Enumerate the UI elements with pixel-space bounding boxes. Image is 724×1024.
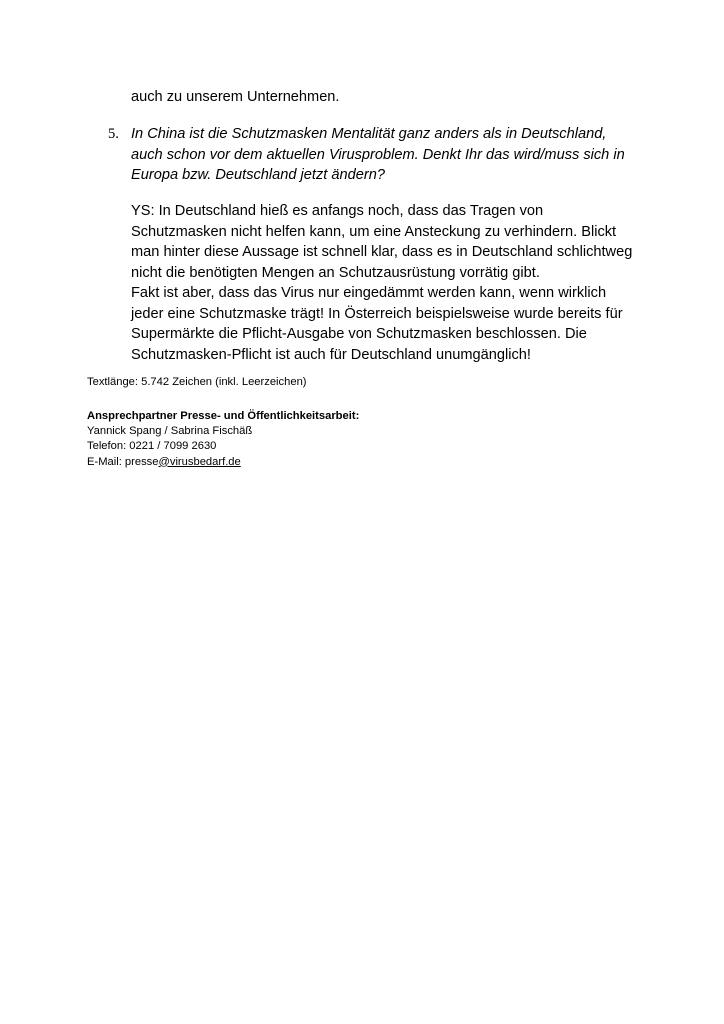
answer-line: Fakt ist aber, dass das Virus nur eingedämmt werden kann, wenn wirklich bbox=[131, 285, 607, 301]
question-line: Europa bzw. Deutschland jetzt ändern? bbox=[131, 167, 385, 183]
contact-heading: Ansprechpartner Presse- und Öffentlichkeitsarbeit: bbox=[87, 410, 360, 422]
continuation-paragraph bbox=[131, 87, 651, 108]
answer-line: Schutzmasken-Pflicht ist auch für Deutschland unumgänglich! bbox=[131, 346, 531, 363]
email-link[interactable]: @virusbedarf.de bbox=[158, 455, 241, 468]
answer-line: YS: In Deutschland hieß es anfangs noch, dass das Tragen von bbox=[131, 203, 544, 219]
question-number: 5. bbox=[108, 126, 119, 142]
email-label: E-Mail: presse bbox=[87, 455, 159, 468]
answer-line: jeder eine Schutzmaske trägt! In Österreich beispielsweise wurde bereits für bbox=[131, 305, 623, 322]
question-line: In China ist die Schutzmasken Mentalität ganz anders als in Deutschland, bbox=[131, 126, 607, 142]
press-contact-block bbox=[87, 409, 359, 470]
contact-names: Yannick Spang / Sabrina Fischäß bbox=[87, 425, 253, 438]
interview-question bbox=[131, 124, 651, 186]
text-length: Textlänge: 5.742 Zeichen (inkl. Leerzeichen) bbox=[87, 376, 307, 388]
contact-phone: Telefon: 0221 / 7099 2630 bbox=[87, 440, 217, 453]
answer-line: Schutzmasken nicht helfen kann, um eine Ansteckung zu verhindern. Blickt bbox=[131, 223, 617, 240]
answer-line: nicht die benötigten Mengen an Schutzausrüstung vorrätig gibt. bbox=[131, 264, 540, 281]
question-line: auch schon vor dem aktuellen Virusproblem. Denkt Ihr das wird/muss sich in bbox=[131, 146, 625, 163]
answer-line: Supermärkte die Pflicht-Ausgabe von Schutzmasken beschlossen. Die bbox=[131, 326, 587, 342]
interview-answer bbox=[131, 201, 651, 365]
answer-line: man hinter diese Aussage ist schnell klar, dass es in Deutschland schlichtweg bbox=[131, 244, 633, 260]
text-length-note bbox=[87, 375, 307, 390]
contact-email bbox=[87, 455, 359, 470]
continuation-line: auch zu unserem Unternehmen. bbox=[131, 89, 340, 105]
